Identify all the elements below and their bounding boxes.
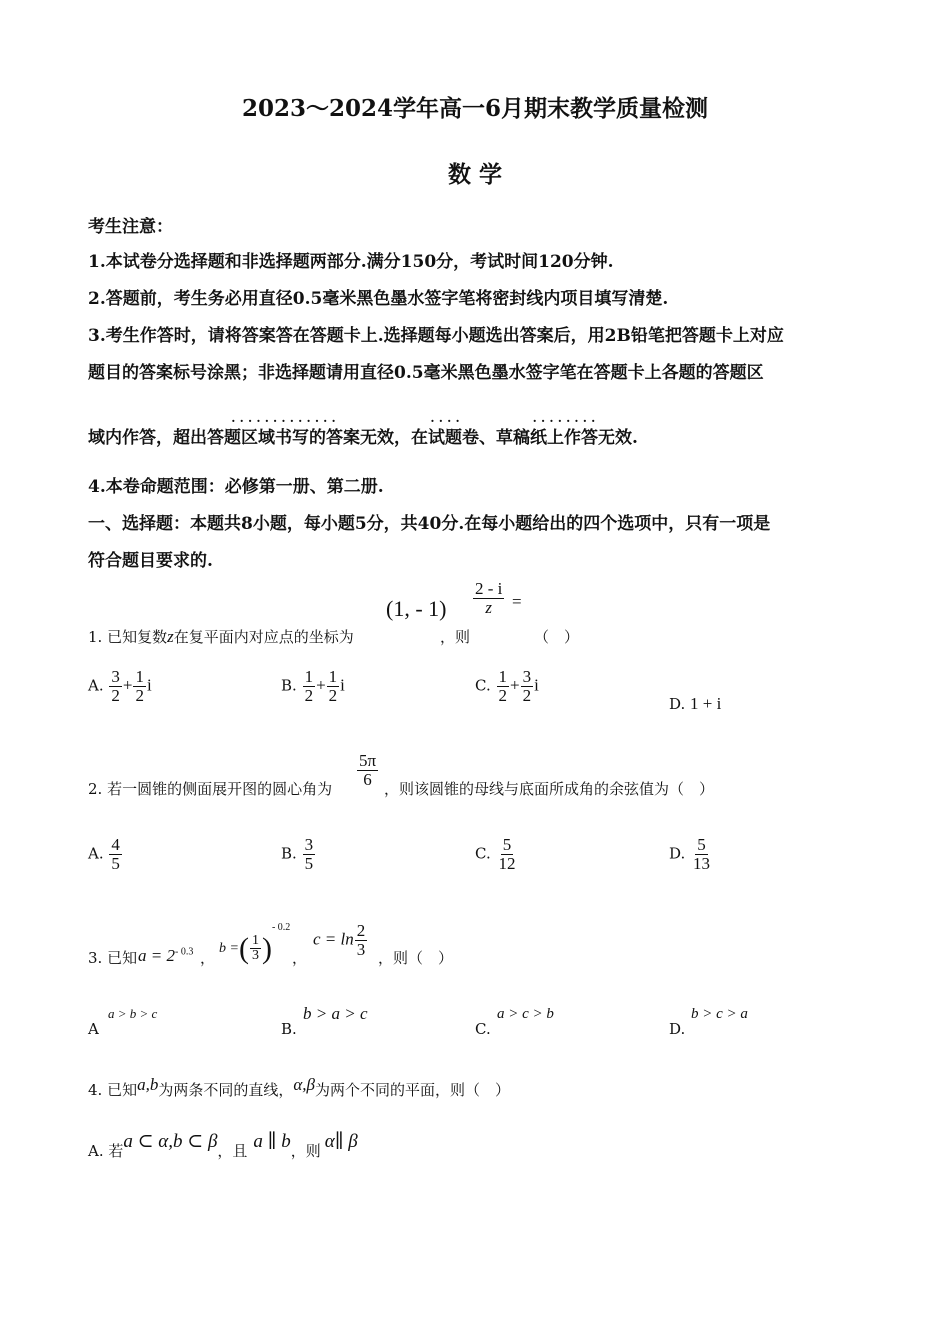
q3-separator-1: ， [200,949,216,967]
q1-option-c[interactable]: C. $\frac{1}{2}$ + $\frac{3}{2}$ i [475,667,539,705]
notice-item-3-line2: 题目的答案标号涂黑；非选择题请用直径0.5毫米黑色墨水签字笔在答题卡上各题的答题区 [88,363,764,383]
q2-option-c[interactable]: C. $\frac{5}{12}$ [475,835,516,873]
q2-fraction: $\frac{5\pi}{6}$ [359,751,377,789]
section-heading-line2: 符合题目要求的. [88,551,213,571]
q4-option-a[interactable]: A. 若a ⊂ α,b ⊂ β，且 a ∥ b，则 α∥ β [88,1131,358,1160]
q3-separator-2: ， [292,949,308,967]
notice-text: . [632,428,638,448]
q2-stem-b: ，则该圆锥的母线与底面所成角的余弦值为（ ） [384,780,715,798]
notice-item-2: 2.答题前，考生务必用直径0.5毫米黑色墨水签字笔将密封线内项目填写清楚. [88,289,669,309]
q1-answer-paren: （ ） [534,628,580,646]
q4-stem: 4. 已知a,b为两条不同的直线，α,β为两个不同的平面，则（ ） [88,1075,511,1099]
section-heading-line1: 一、选择题：本题共8小题，每小题5分，共40分.在每小题给出的四个选项中，只有一项是 [88,514,771,534]
q3-a-definition: $a = 2^{- 0.3}$ [138,946,194,965]
q3-option-a-label[interactable]: A [88,1020,99,1038]
notice-text: ， [394,428,411,448]
notice-item-3-line3 [88,414,638,448]
q3-option-a[interactable]: a > b > c [108,1006,158,1021]
q3-b-definition: b =( $\frac{1}{3}$ )$^{- 0.2}$ [219,922,291,965]
q3-c-definition: c = ln $\frac{2}{3}$ [313,921,366,959]
q2-option-b[interactable]: B. $\frac{3}{5}$ [281,835,314,873]
q2-option-d[interactable]: D. $\frac{5}{13}$ [669,835,711,873]
q1-stem: 1. 已知复数z在复平面内对应点的坐标为 [88,627,354,646]
q1-option-d[interactable]: D. 1 + i [669,694,722,713]
subject-title: 数 学 [447,161,502,188]
q3-option-c[interactable]: a > c > b [497,1006,554,1022]
notice-item-3-line1: 3.考生作答时，请将答案答在答题卡上.选择题每小题选出答案后，用2B铅笔把答题卡上对应 [88,326,784,346]
emphasized-text: · · · · · · · · 草稿纸上作答无效 [496,414,632,448]
notice-text: 、 [479,428,496,448]
notice-item-4: 4.本卷命题范围：必修第一册、第二册. [88,477,384,497]
q1-fraction: $\frac{2 - i}{z}$ [475,579,503,617]
q1-equals: = [512,592,522,611]
notice-text: 域内作答， [88,428,173,448]
notice-heading: 考生注意： [88,217,173,237]
q2-option-a[interactable]: A. $\frac{4}{5}$ [88,835,120,873]
q3-option-b-label[interactable]: B. [281,1020,297,1038]
q1-coordinate: (1, - 1) [386,596,447,621]
notice-item-1: 1.本试卷分选择题和非选择题两部分.满分150分，考试时间120分钟. [88,252,614,272]
q3-option-c-label[interactable]: C. [475,1020,491,1038]
q1-then: ，则 [440,628,471,646]
q1-option-b[interactable]: B. $\frac{1}{2}$ + $\frac{1}{2}$ i [281,667,345,705]
q3-stem-a: 3. 已知 [88,949,138,967]
q3-option-b[interactable]: b > a > c [303,1004,368,1023]
q1-option-a[interactable]: A. $\frac{3}{2}$ + $\frac{1}{2}$ i [88,667,152,705]
q2-stem-a: 2. 若一圆锥的侧面展开图的圆心角为 [88,780,333,798]
emphasized-text: · · · · · · · · · · · · · 超出答题区域书写的答案无效 [173,414,394,448]
exam-title: 2023～2024学年高一6月期末教学质量检测 [241,95,709,122]
q3-option-d-label[interactable]: D. [669,1020,686,1038]
q3-stem-b: ，则（ ） [378,949,454,967]
emphasized-text: · · · · 在试题卷 [411,414,479,448]
q3-option-d[interactable]: b > c > a [691,1006,748,1022]
